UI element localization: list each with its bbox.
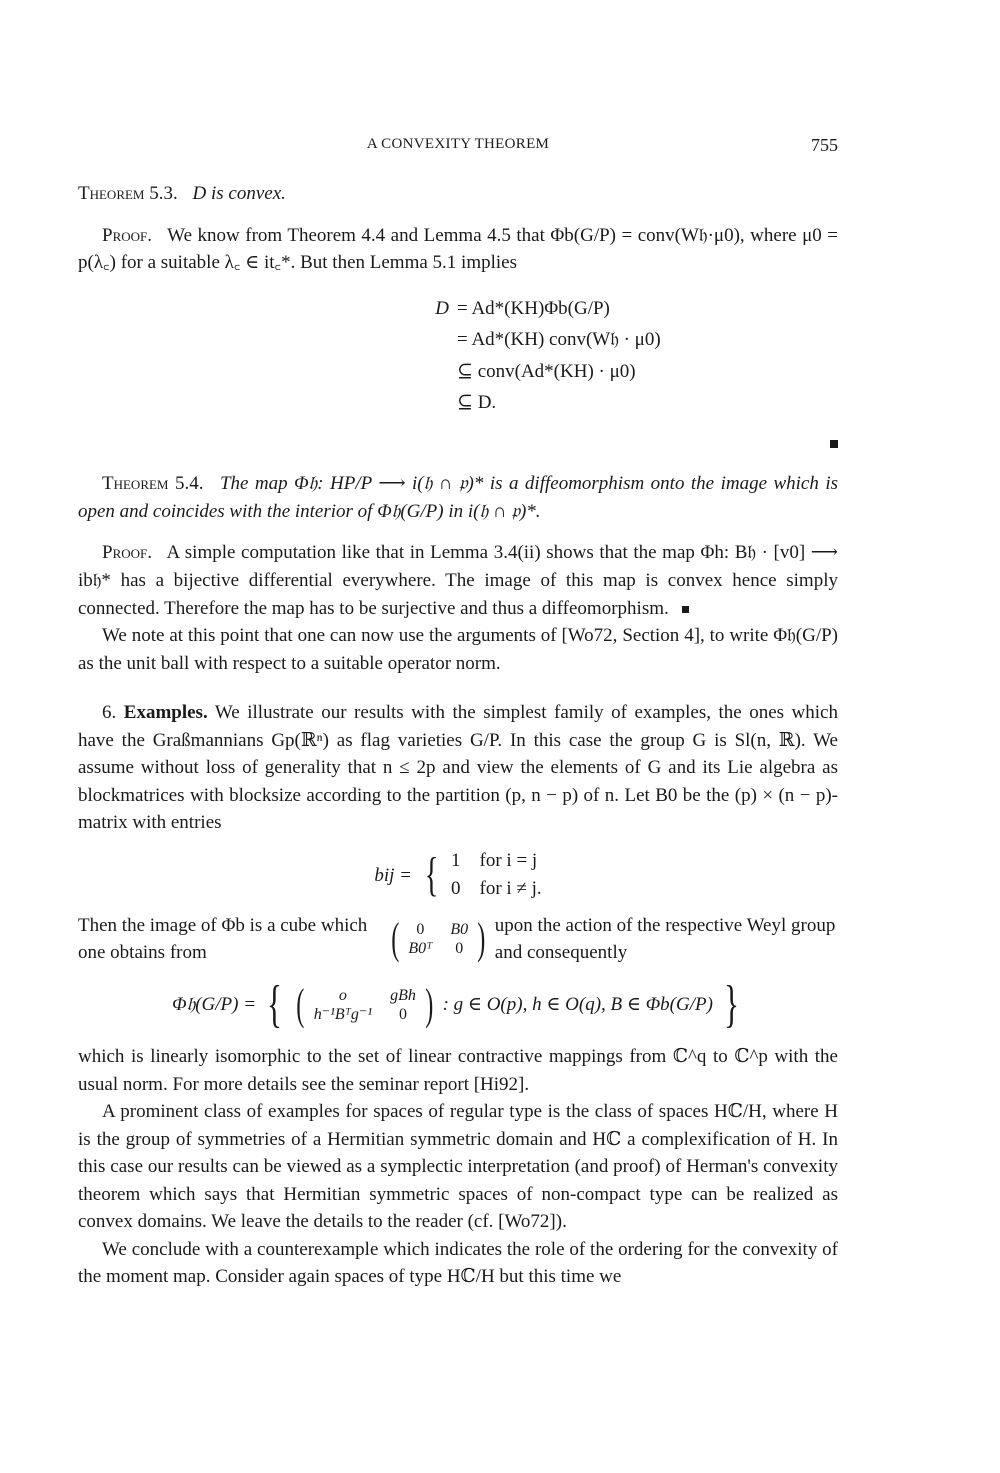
theorem-5-4 — [78, 470, 838, 525]
equation-rhs: = Ad*(KH) conv(W𝔥 · μ0) — [457, 329, 661, 351]
set-equation — [78, 976, 838, 1034]
proof-text: A simple computation like that in Lemma 3.4(ii) shows that the map Φh: B𝔥 · [v0] ⟶ ib𝔥* has a bijective differential everywhere. The image of this map is convex hence simply connected. Therefore the map has to be surjective and thus a diffeomorphism. — [78, 542, 838, 619]
cases-rows — [451, 847, 542, 904]
proof-5-4 — [78, 539, 838, 622]
matrix-entry: h⁻¹Bᵀg⁻¹ — [313, 1006, 373, 1024]
cube-sentence — [78, 912, 838, 967]
case-row — [451, 875, 542, 904]
left-paren-icon: ( — [391, 914, 400, 964]
matrix-entry: o — [338, 986, 347, 1004]
proof-5-3 — [78, 222, 838, 277]
right-paren-icon: ) — [477, 914, 486, 964]
proof-text: We know from Theorem 4.4 and Lemma 4.5 that Φb(G/P) = conv(W𝔥·μ0), where μ0 = p(λ꜀) for a suitable λ꜀ ∈ it꜀*. But then Lemma 5.1 implies — [78, 224, 838, 274]
proof-label: Proof. — [102, 224, 152, 246]
theorem-5-3 — [78, 180, 838, 208]
right-paren-icon: ) — [425, 980, 434, 1030]
equation-rhs: = Ad*(KH)Φb(G/P) — [457, 297, 610, 319]
equation-lhs — [258, 326, 449, 354]
bij-lhs: bij = — [374, 864, 412, 886]
qed-square-icon — [830, 440, 838, 448]
section-title: Examples. — [123, 702, 208, 724]
section-6-intro — [78, 699, 838, 837]
proof-label: Proof. — [102, 542, 152, 564]
equation-lhs — [258, 389, 449, 417]
left-brace-icon: { — [424, 848, 439, 902]
equation-rhs: ⊆ D. — [457, 392, 497, 414]
matrix-entry: 0 — [399, 1006, 408, 1024]
cube-matrix — [408, 920, 468, 958]
left-paren-icon: ( — [296, 980, 305, 1030]
equation-rhs: ⊆ conv(Ad*(KH) · μ0) — [457, 360, 636, 382]
page-header — [78, 134, 838, 160]
case-value: 1 — [451, 849, 461, 871]
case-condition: for i ≠ j. — [479, 878, 542, 900]
after-set-paragraph: which is linearly isomorphic to the set of linear contractive mappings from ℂ^q to ℂ^p with the usual norm. For more details see the seminar report [Hi92]. — [78, 1046, 838, 1095]
right-brace-icon: } — [723, 976, 739, 1034]
page-number: 755 — [811, 135, 838, 155]
page-body — [78, 180, 838, 1291]
theorem-label: Theorem 5.4. — [102, 473, 204, 495]
section-intro-text: We illustrate our results with the simplest family of examples, the ones which have the Graßmannians Gp(ℝⁿ) as flag varieties G/P. In this case the group G is Sl(n, ℝ). We assume without loss of generality that n ≤ 2p and view the elements of G and its Lie algebra as blockmatrices with blocksize according to the partition (p, n − p) of n. Let B0 be the (p) × (n − p)-matrix with entries — [78, 702, 838, 834]
equation-lhs — [258, 358, 449, 386]
theorem-statement: The map Φ𝔥: HP/P ⟶ i(𝔥 ∩ 𝔭)* is a diffeomorphism onto the image which is open and coincides with the interior of Φ𝔥(G/P) in i(𝔥 ∩ 𝔭)*. — [78, 473, 839, 522]
qed-square-icon — [682, 606, 689, 613]
set-matrix — [314, 986, 416, 1024]
matrix-entry: B0ᵀ — [408, 940, 433, 958]
case-value: 0 — [451, 878, 461, 900]
matrix-entry: 0 — [455, 940, 464, 958]
set-lhs: Φ𝔥(G/P) = — [172, 994, 257, 1016]
cube-text-before: Then the image of Φb is a cube which one obtains from — [78, 914, 368, 964]
cube-text-after: upon the action of the respective Weyl group and consequently — [494, 914, 836, 964]
counterexample-paragraph: We conclude with a counterexample which indicates the role of the ordering for the convexity of the moment map. Consider again spaces of type Hℂ/H but this time we — [78, 1238, 838, 1288]
matrix-entry: B0 — [450, 921, 469, 939]
case-row — [451, 847, 542, 876]
aligned-equation — [258, 295, 838, 417]
matrix-entry: 0 — [416, 921, 425, 939]
prominent-class-paragraph: A prominent class of examples for spaces of regular type is the class of spaces Hℂ/H, where H is the group of symmetries of a Hermitian symmetric domain and Hℂ a complexification of H. In this case our results can be viewed as a symplectic interpretation (and proof) of Herman's convexity theorem which says that Hermitian symmetric spaces of non-compact type can be realized as convex domains. We leave the details to the reader (cf. [Wo72]). — [78, 1101, 838, 1233]
running-title: A CONVEXITY THEOREM — [366, 136, 550, 152]
case-condition: for i = j — [479, 849, 538, 871]
set-condition: : g ∈ O(p), h ∈ O(q), B ∈ Φb(G/P) — [442, 994, 713, 1016]
left-brace-icon: { — [267, 976, 283, 1034]
theorem-statement: D is convex. — [192, 183, 286, 204]
equation-lhs: D — [435, 297, 450, 319]
remark-paragraph: We note at this point that one can now use the arguments of [Wo72, Section 4], to write Φ𝔥(G/P) as the unit ball with respect to a suitable operator norm. — [78, 625, 838, 674]
theorem-label: Theorem 5.3. — [78, 183, 178, 204]
bij-definition — [78, 847, 838, 904]
section-number: 6. — [102, 702, 117, 724]
matrix-entry: gBh — [390, 986, 416, 1004]
